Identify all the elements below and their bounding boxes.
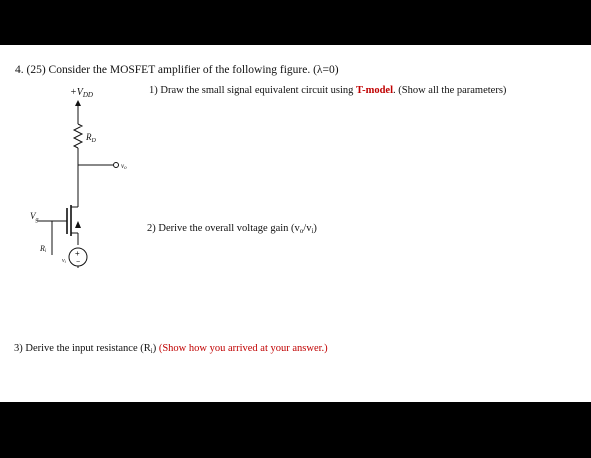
part2-instruction bbox=[147, 224, 317, 235]
ri-label: Ri bbox=[40, 244, 47, 254]
vdd-label: $+V_{DD}$ bbox=[70, 87, 93, 99]
vo-label: vo bbox=[121, 162, 127, 171]
output-terminal bbox=[114, 163, 119, 168]
part1-instruction bbox=[149, 86, 506, 97]
part3-mid: ) bbox=[152, 343, 159, 354]
document-page bbox=[0, 45, 591, 402]
vg-label: $V_g$ bbox=[30, 211, 39, 223]
part1-prefix: 1) Draw the small signal equivalent circuit using bbox=[149, 85, 357, 96]
part2-mid: /v bbox=[303, 223, 312, 234]
part3-instruction bbox=[14, 344, 328, 355]
vi-label: vi bbox=[62, 258, 66, 264]
part3-sub-i: i bbox=[150, 347, 153, 355]
rd-resistor bbox=[74, 124, 82, 148]
part2-prefix: 2) Derive the overall voltage gain (v bbox=[147, 223, 300, 234]
question-title: 4. (25) Consider the MOSFET amplifier of the following figure. (λ=0) bbox=[15, 64, 339, 76]
part2-sub-i: i bbox=[311, 227, 314, 235]
source-minus-sign: − bbox=[76, 259, 81, 266]
vdd-arrow bbox=[75, 100, 81, 106]
rd-label: $R_D$ bbox=[86, 132, 96, 144]
part3-prefix: 3) Derive the input resistance (R bbox=[14, 343, 151, 354]
mosfet-amplifier-circuit bbox=[20, 80, 150, 270]
part3-highlight: (Show how you arrived at your answer.) bbox=[158, 343, 328, 354]
source-arrow bbox=[75, 221, 81, 228]
t-model-highlight: T-model bbox=[356, 85, 393, 96]
part1-suffix: . (Show all the parameters) bbox=[393, 85, 507, 96]
source-plus-sign: + bbox=[75, 249, 80, 258]
part2-sub-o: o bbox=[299, 227, 304, 235]
part2-suffix: ) bbox=[313, 223, 317, 234]
